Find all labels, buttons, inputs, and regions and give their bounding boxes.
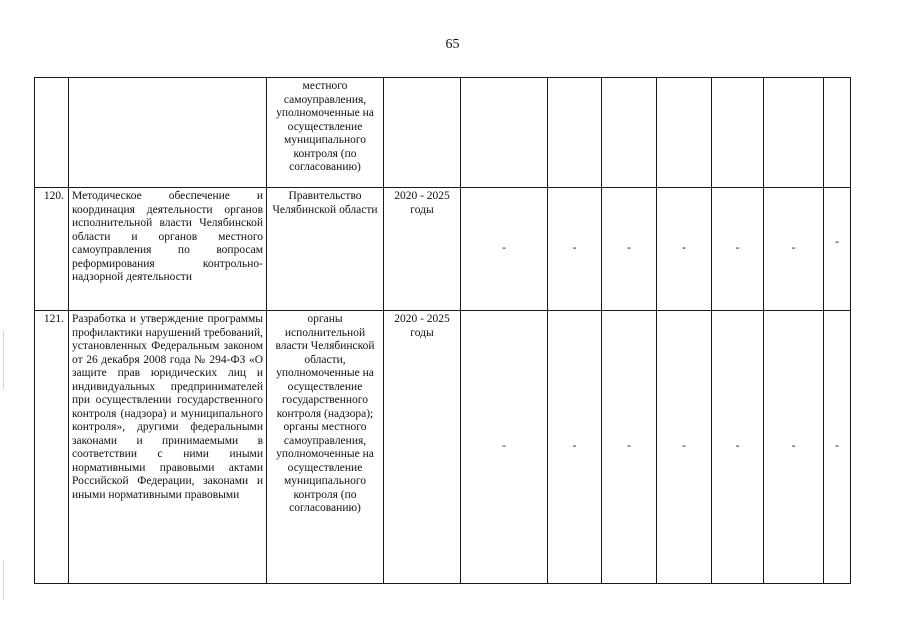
page-number: 65 bbox=[445, 37, 460, 52]
row-value: - bbox=[764, 311, 824, 584]
row-value: - bbox=[548, 188, 602, 311]
row-description: Разработка и утверждение программы профилактики нарушений требований, установленных Федеральным законом от 26 декабря 2008 года № 294-ФЗ «О защите прав юридических лиц и индивидуальных предпринимателей при осуществлении государственного контроля (надзора) и муниципального контроля», другими федеральными законами и принимаемыми в соответствии с ними иными нормативными правовыми актами Российской Федерации, законами и иными нормативными правовыми bbox=[69, 311, 267, 584]
row-value: - bbox=[657, 188, 712, 311]
measures-table bbox=[34, 77, 851, 584]
row-number bbox=[35, 78, 69, 188]
row-value bbox=[712, 78, 764, 188]
row-value: - bbox=[824, 311, 851, 584]
scan-edge-mark bbox=[3, 560, 4, 600]
row-executor: местного самоуправления, уполномоченные на осуществление муниципального контроля (по согласованию) bbox=[267, 78, 384, 188]
table-row-120 bbox=[35, 188, 851, 311]
row-description bbox=[69, 78, 267, 188]
row-value: - bbox=[602, 188, 657, 311]
row-value bbox=[764, 78, 824, 188]
table-row-continuation bbox=[35, 78, 851, 188]
row-value bbox=[548, 78, 602, 188]
scan-edge-mark bbox=[3, 330, 4, 390]
row-number: 121. bbox=[35, 311, 69, 584]
row-description: Методическое обеспечение и координация деятельности органов исполнительной власти Челябинской области и органов местного самоуправления по вопросам реформирования контрольно-надзорной деятельности bbox=[69, 188, 267, 311]
row-value bbox=[824, 78, 851, 188]
row-period: 2020 - 2025 годы bbox=[384, 188, 461, 311]
row-value bbox=[602, 78, 657, 188]
row-number: 120. bbox=[35, 188, 69, 311]
table-row-121 bbox=[35, 311, 851, 584]
row-value bbox=[657, 78, 712, 188]
row-value: - bbox=[712, 311, 764, 584]
row-period: 2020 - 2025 годы bbox=[384, 311, 461, 584]
row-value: - bbox=[712, 188, 764, 311]
row-value bbox=[461, 78, 548, 188]
row-value: - bbox=[764, 188, 824, 311]
row-value: - bbox=[461, 311, 548, 584]
row-value: - bbox=[548, 311, 602, 584]
row-period bbox=[384, 78, 461, 188]
row-executor: органы исполнительной власти Челябинской области, уполномоченные на осуществление государственного контроля (надзора); органы местного самоуправления, уполномоченные на осуществление муниципального контроля (по согласованию) bbox=[267, 311, 384, 584]
row-value: - bbox=[824, 188, 851, 311]
row-value: - bbox=[657, 311, 712, 584]
row-executor: Правительство Челябинской области bbox=[267, 188, 384, 311]
row-value: - bbox=[461, 188, 548, 311]
row-value: - bbox=[602, 311, 657, 584]
